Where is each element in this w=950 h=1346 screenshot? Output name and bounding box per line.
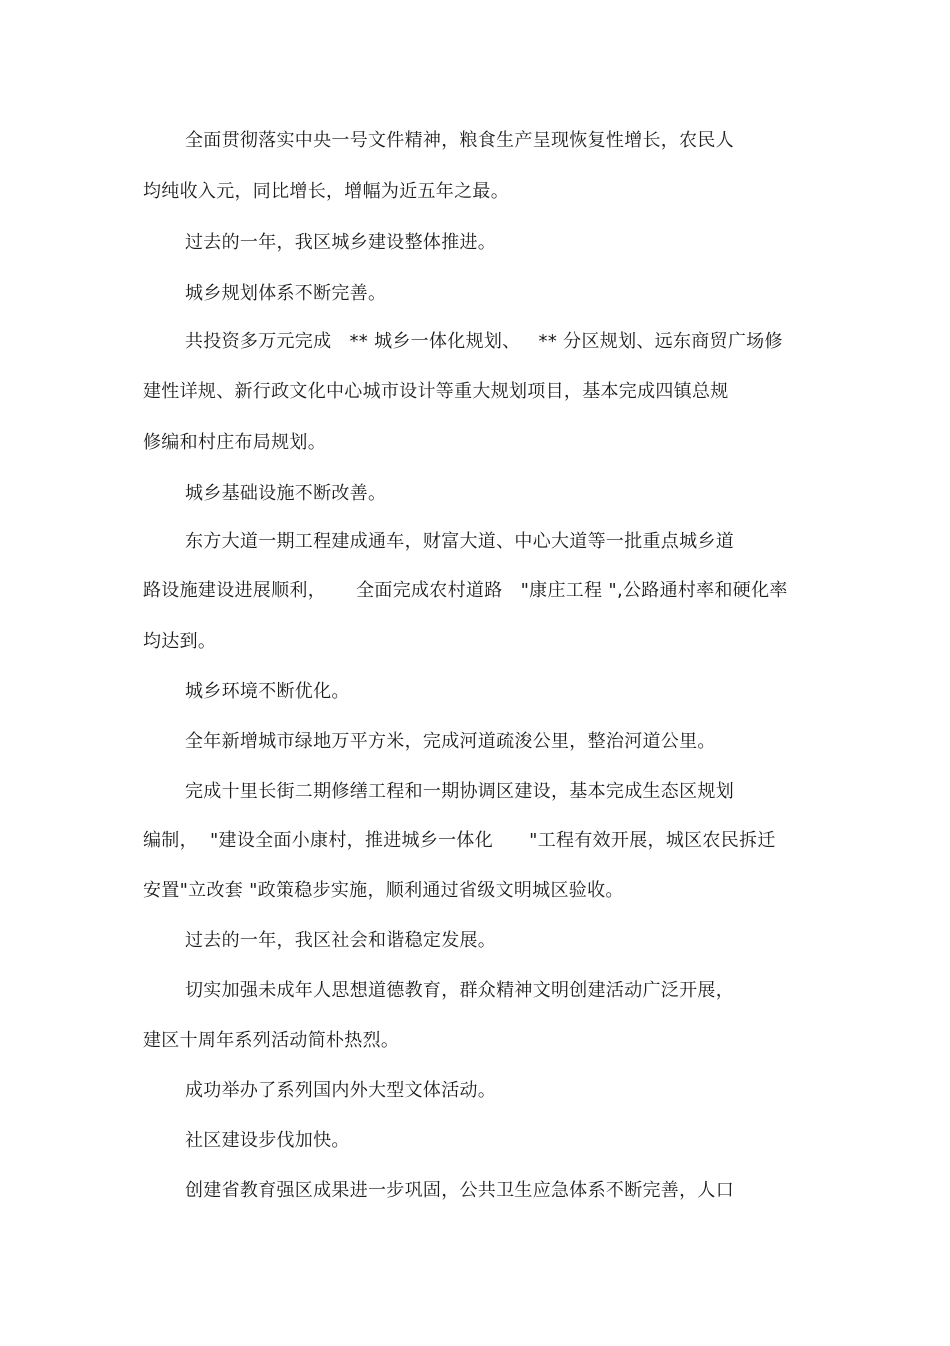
text-line: 切实加强未成年人思想道德教育，群众精神文明创建活动广泛开展， <box>185 980 734 1001</box>
text-line: 修编和村庄布局规划。 <box>143 432 326 453</box>
text-line: 城乡规划体系不断完善。 <box>185 283 387 304</box>
text-line: 均纯收入元，同比增长，增幅为近五年之最。 <box>143 181 509 202</box>
text-line: 成功举办了系列国内外大型文体活动。 <box>185 1080 497 1101</box>
text-line: 城乡基础设施不断改善。 <box>185 483 387 504</box>
text-line: 共投资多万元完成 ** 城乡一体化规划、 ** 分区规划、远东商贸广场修 <box>185 331 783 352</box>
text-line: 安置"立改套 "政策稳步实施，顺利通过省级文明城区验收。 <box>143 880 624 901</box>
text-line: 创建省教育强区成果进一步巩固，公共卫生应急体系不断完善，人口 <box>185 1180 734 1201</box>
text-line: 过去的一年，我区城乡建设整体推进。 <box>185 232 497 253</box>
text-line: 社区建设步伐加快。 <box>185 1130 350 1151</box>
text-line: 全面贯彻落实中央一号文件精神，粮食生产呈现恢复性增长，农民人 <box>185 130 734 151</box>
text-line: 过去的一年，我区社会和谐稳定发展。 <box>185 930 497 951</box>
text-line: 全年新增城市绿地万平方米，完成河道疏浚公里，整治河道公里。 <box>185 731 716 752</box>
text-line: 均达到。 <box>143 631 217 652</box>
text-line: 完成十里长街二期修缮工程和一期协调区建设，基本完成生态区规划 <box>185 781 734 802</box>
text-line: 东方大道一期工程建成通车，财富大道、中心大道等一批重点城乡道 <box>185 531 734 552</box>
text-line: 建区十周年系列活动简朴热烈。 <box>143 1030 400 1051</box>
text-line: 编制， "建设全面小康村，推进城乡一体化 "工程有效开展，城区农民拆迁 <box>143 830 776 851</box>
text-line: 城乡环境不断优化。 <box>185 681 350 702</box>
text-line: 路设施建设进展顺利， 全面完成农村道路 "康庄工程 ",公路通村率和硬化率 <box>143 580 788 601</box>
text-line: 建性详规、新行政文化中心城市设计等重大规划项目，基本完成四镇总规 <box>143 381 729 402</box>
